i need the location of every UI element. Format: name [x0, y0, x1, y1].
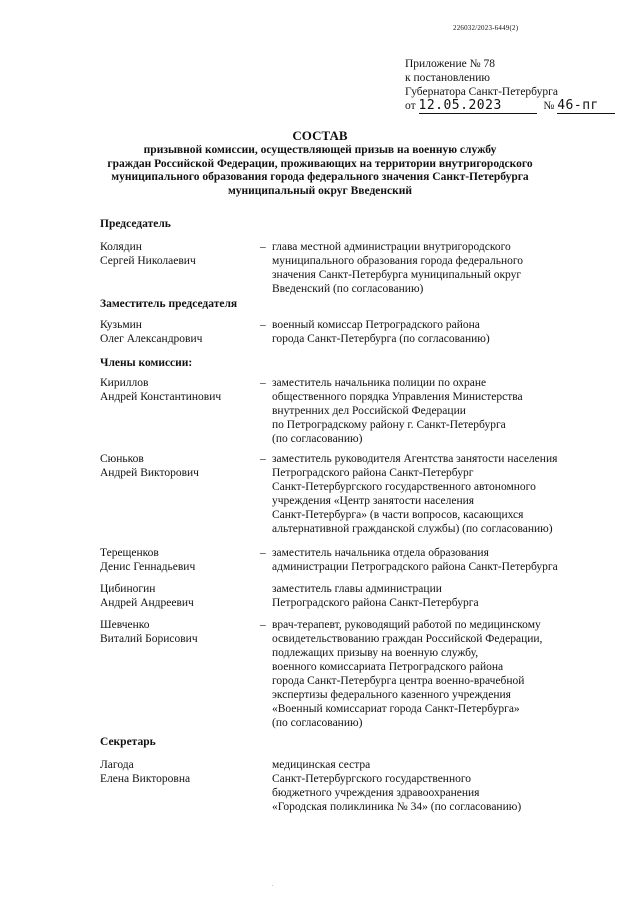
appendix-block — [405, 57, 615, 114]
member-given-name: Сергей Николаевич — [100, 255, 196, 267]
desc-line: врач-терапевт, руководящий работой по медицинскому — [272, 619, 541, 631]
desc-line: по Петроградскому району г. Санкт-Петербурга — [272, 419, 506, 431]
desc-line: Санкт-Петербурга» (в части вопросов, касающихся — [272, 509, 524, 521]
subtitle-line: муниципальный округ Введенский — [227, 184, 413, 197]
appendix-number: Приложение № 78 — [405, 58, 495, 70]
desc-line: медицинская сестра — [272, 759, 371, 771]
subtitle-line: муниципального образования города федерального значения Санкт-Петербурга — [111, 171, 529, 183]
desc-line: заместитель начальника отдела образования — [272, 547, 489, 559]
member-description — [272, 240, 612, 296]
desc-line: альтернативной гражданской службы) (по согласованию) — [272, 523, 553, 535]
member-name — [100, 452, 199, 480]
desc-line: военного комиссариата Петроградского района — [272, 661, 504, 673]
member-given-name: Денис Геннадьевич — [100, 561, 196, 573]
appendix-governor: Губернатора Санкт-Петербурга — [405, 86, 558, 98]
dash-separator: – — [260, 377, 266, 389]
desc-line: «Военный комиссариат города Санкт-Петербурга» — [272, 703, 520, 715]
page-dot: . — [272, 882, 274, 888]
member-surname: Колядин — [100, 241, 142, 253]
dash-separator: – — [260, 319, 266, 331]
member-description — [272, 376, 612, 446]
section-members: Члены комиссии: — [100, 357, 193, 369]
dash-separator: – — [260, 619, 266, 631]
section-deputy: Заместитель председателя — [100, 298, 238, 310]
number-prefix: № — [543, 100, 555, 112]
member-description — [272, 758, 612, 814]
subtitle-line: призывной комиссии, осуществляющей призыв на военную службу — [143, 144, 497, 156]
member-surname: Кириллов — [100, 377, 149, 389]
desc-line: города Санкт-Петербурга (по согласованию) — [272, 333, 490, 345]
member-description — [272, 546, 612, 574]
desc-line: (по согласованию) — [272, 717, 363, 729]
document-title: СОСТАВ — [292, 128, 348, 143]
appendix-resolution: к постановлению — [405, 72, 490, 84]
desc-line: подлежащих призыву на военную службу, — [272, 647, 479, 659]
dash-separator: – — [260, 241, 266, 253]
desc-line: Петроградского района Санкт-Петербург — [272, 467, 474, 479]
desc-line: глава местной администрации внутригородского — [272, 241, 511, 253]
desc-line: внутренних дел Российской Федерации — [272, 405, 466, 417]
desc-line: военный комиссар Петроградского района — [272, 319, 480, 331]
desc-line: Санкт-Петербургского государственного автономного — [272, 481, 536, 493]
member-given-name: Олег Александрович — [100, 333, 203, 345]
member-surname: Шевченко — [100, 619, 150, 631]
desc-line: общественного порядка Управления Министерства — [272, 391, 523, 403]
member-description — [272, 318, 612, 346]
desc-line: Петроградского района Санкт-Петербурга — [272, 597, 479, 609]
section-secretary: Секретарь — [100, 736, 156, 748]
desc-line: администрации Петроградского района Санкт-Петербурга — [272, 561, 558, 573]
desc-line: (по согласованию) — [272, 433, 363, 445]
desc-line: заместитель главы администрации — [272, 583, 442, 595]
desc-line: «Городская поликлиника № 34» (по согласованию) — [272, 801, 522, 813]
member-name — [100, 376, 221, 404]
desc-line: муниципального образования города федерального — [272, 255, 524, 267]
dash-separator: – — [260, 547, 266, 559]
member-description — [272, 452, 612, 536]
dash-separator: – — [260, 453, 266, 465]
member-name — [100, 546, 195, 574]
document-subtitle — [80, 144, 560, 198]
resolution-date: 12.05.2023 — [419, 99, 537, 114]
member-name — [100, 618, 198, 646]
member-given-name: Андрей Константинович — [100, 391, 222, 403]
document-id: 226032/2023-6449(2) — [453, 24, 519, 32]
member-surname: Кузьмин — [100, 319, 142, 331]
desc-line: Введенский (по согласованию) — [272, 283, 424, 295]
member-name — [100, 758, 190, 786]
desc-line: города Санкт-Петербурга центра военно-врачебной — [272, 675, 525, 687]
section-chair: Председатель — [100, 218, 171, 230]
date-prefix: от — [405, 100, 416, 112]
member-name — [100, 318, 202, 346]
member-given-name: Виталий Борисович — [100, 633, 198, 645]
member-surname: Лагода — [100, 759, 134, 771]
member-description — [272, 582, 612, 610]
resolution-number: 46-пг — [557, 99, 615, 114]
appendix-date-line — [405, 99, 615, 114]
member-surname: Сюньков — [100, 453, 144, 465]
desc-line: Санкт-Петербургского государственного — [272, 773, 472, 785]
member-given-name: Андрей Андреевич — [100, 597, 194, 609]
member-description — [272, 618, 612, 730]
desc-line: учреждения «Центр занятости населения — [272, 495, 475, 507]
member-given-name: Андрей Викторович — [100, 467, 199, 479]
member-surname: Терещенков — [100, 547, 159, 559]
member-name — [100, 582, 194, 610]
member-surname: Цибиногин — [100, 583, 156, 595]
desc-line: освидетельствованию граждан Российской Федерации, — [272, 633, 543, 645]
desc-line: значения Санкт-Петербурга муниципальный округ — [272, 269, 522, 281]
subtitle-line: граждан Российской Федерации, проживающих на территории внутригородского — [107, 157, 533, 170]
member-name — [100, 240, 196, 268]
desc-line: бюджетного учреждения здравоохранения — [272, 787, 480, 799]
desc-line: экспертизы федерального казенного учреждения — [272, 689, 511, 701]
desc-line: заместитель руководителя Агентства занятости населения — [272, 453, 558, 465]
desc-line: заместитель начальника полиции по охране — [272, 377, 487, 389]
member-given-name: Елена Викторовна — [100, 773, 191, 785]
